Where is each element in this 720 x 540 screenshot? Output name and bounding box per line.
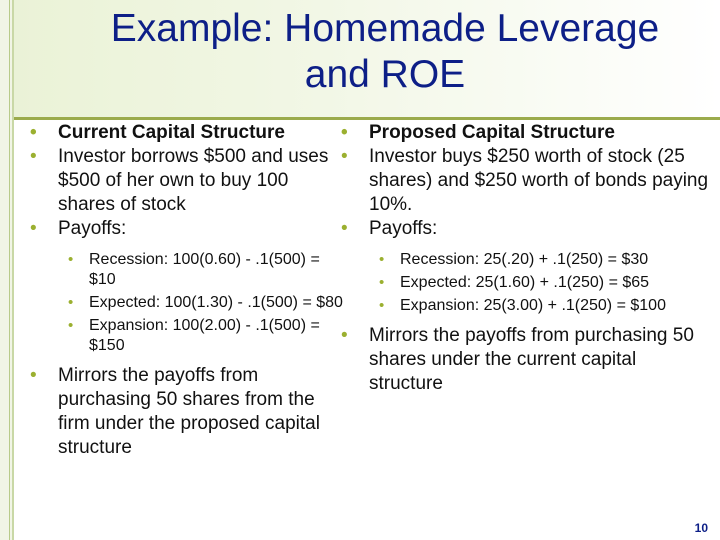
slide-title-line-1: Example: Homemade Leverage [110,7,660,50]
right-payoffs-label: • Payoffs: [337,217,712,241]
right-payoff-expansion: • Expansion: 25(3.00) + .1(250) = $100 [337,296,712,316]
left-column-current-structure [26,121,346,460]
page-number: 10 [694,521,708,535]
right-mirror-bullet: • Mirrors the payoffs from purchasing 50 shares under the current capital structure [337,324,712,396]
slide-title [60,6,710,98]
left-payoff-recession: • Recession: 100(0.60) - .1(500) = $10 [26,250,346,290]
right-payoffs-list [337,250,712,316]
left-payoffs-label: • Payoffs: [26,217,346,241]
left-mirror-bullet: • Mirrors the payoffs from purchasing 50 shares from the firm under the proposed capital structure [26,364,346,460]
left-payoff-expected: • Expected: 100(1.30) - .1(500) = $80 [26,293,346,313]
right-payoff-recession: • Recession: 25(.20) + .1(250) = $30 [337,250,712,270]
right-bullet-list [337,121,712,241]
left-mirror-list [26,364,346,460]
right-heading: • Proposed Capital Structure [337,121,712,145]
title-divider [14,117,720,120]
right-column-proposed-structure [337,121,712,396]
right-mirror-list [337,324,712,396]
slide-title-line-2: and ROE [304,53,466,96]
right-payoff-expected: • Expected: 25(1.60) + .1(250) = $65 [337,273,712,293]
right-investor-bullet: • Investor buys $250 worth of stock (25 shares) and $250 worth of bonds paying 10%. [337,145,712,217]
left-payoff-expansion: • Expansion: 100(2.00) - .1(500) = $150 [26,316,346,356]
left-investor-bullet: • Investor borrows $500 and uses $500 of her own to buy 100 shares of stock [26,145,346,217]
left-bullet-list [26,121,346,241]
left-payoffs-list [26,250,346,356]
left-heading: • Current Capital Structure [26,121,346,145]
left-margin-rule [0,0,14,540]
